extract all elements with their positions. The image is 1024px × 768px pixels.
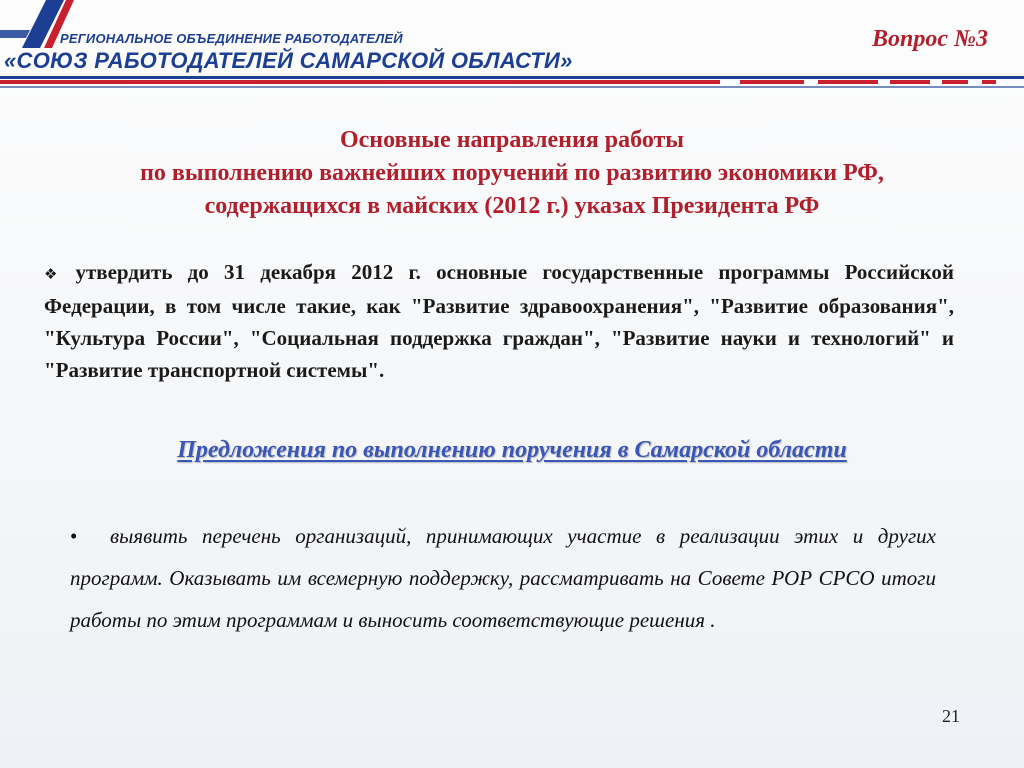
page-number: 21 xyxy=(942,706,960,726)
proposal-text: выявить перечень организаций, принимающих участие в реализации этих и других программ. Оказывать им всемерную поддержку, рассматривать на Совете РОР СРСО итоги работы по этим программам и выносить соответствующие решения . xyxy=(70,524,936,632)
header-divider-lines xyxy=(0,76,1024,92)
slide-title xyxy=(40,124,984,223)
title-line-3: содержащихся в майских (2012 г.) указах Президента РФ xyxy=(204,193,820,219)
directive-paragraph xyxy=(44,256,954,386)
title-line-2: по выполнению важнейших поручений по развитию экономики РФ, xyxy=(140,160,884,186)
org-subtitle: РЕГИОНАЛЬНОЕ ОБЪЕДИНЕНИЕ РАБОТОДАТЕЛЕЙ xyxy=(60,31,403,46)
directive-text: утвердить до 31 декабря 2012 г. основные государственные программы Российской Федерации, в том числе такие, как "Развитие здравоохранения", "Развитие образования", "Культура России", "Социальная поддержка граждан", "Развитие науки и технологий" и "Развитие транспортной системы". xyxy=(44,260,954,382)
proposals-heading: Предложения по выполнению поручения в Самарской области xyxy=(177,437,847,463)
title-line-1: Основные направления работы xyxy=(339,127,685,153)
diamond-bullet-icon: ❖ xyxy=(44,265,68,283)
proposal-paragraph xyxy=(70,515,936,641)
org-title: «СОЮЗ РАБОТОДАТЕЛЕЙ САМАРСКОЙ ОБЛАСТИ» xyxy=(4,48,573,73)
question-label: Вопрос №3 xyxy=(872,26,988,52)
bullet-icon: • xyxy=(70,524,78,548)
